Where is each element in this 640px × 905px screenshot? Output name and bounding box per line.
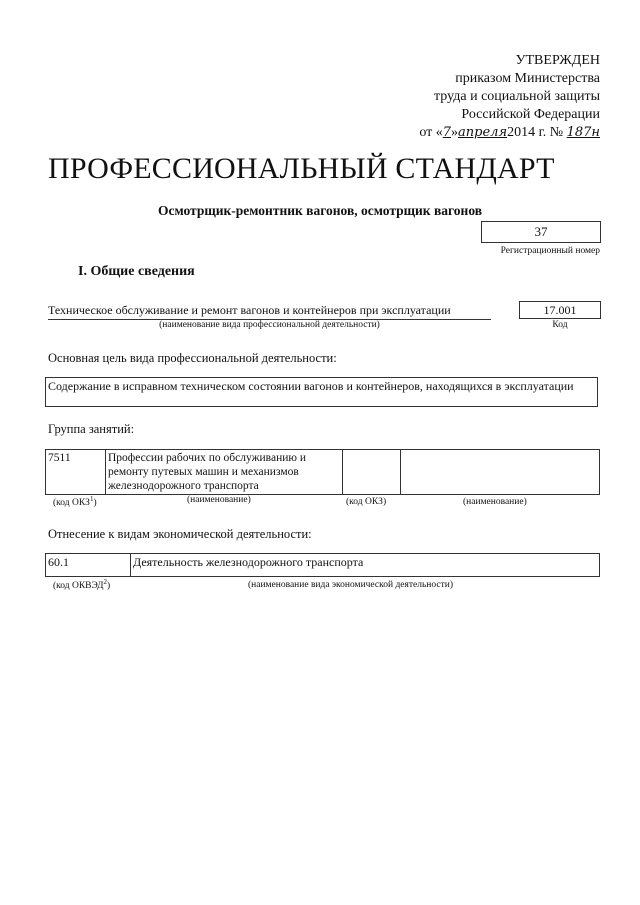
date-year: 2014 г. № [507, 125, 564, 140]
occupation-group-table [45, 449, 600, 495]
okved-code-label: (код ОКВЭД$^2$) [53, 578, 111, 592]
goal-box: Содержание в исправном техническом состоянии вагонов и контейнеров, находящихся в эксплуатации [45, 377, 598, 407]
approval-date-line [360, 124, 600, 142]
approval-block [360, 52, 600, 142]
date-day-close: » [451, 125, 459, 140]
date-day: 7 [442, 125, 452, 140]
goal-heading: Основная цель вида профессиональной деятельности: [48, 351, 337, 365]
approval-line-3: труда и социальной защиты [434, 89, 600, 104]
economic-activity-heading: Отнесение к видам экономической деятельности: [48, 527, 312, 541]
okz-name-cell: Профессии рабочих по обслуживанию и ремонту путевых машин и механизмов железнодорожного транспорта [106, 450, 343, 495]
registration-number-box: 37 [481, 221, 601, 243]
okz-name-label-2: (наименование) [463, 497, 527, 507]
table-row [46, 554, 600, 577]
activity-code-label: Код [552, 320, 568, 330]
okz-code-label: (код ОКЗ$^1$) [53, 495, 97, 509]
section-1-heading: I. Общие сведения [78, 264, 195, 279]
approval-line-2: приказом Министерства [455, 71, 600, 86]
okz-code-cell: 7511 [46, 450, 106, 495]
okved-table [45, 553, 600, 577]
date-month: апреля [458, 125, 508, 140]
okved-code-cell: 60.1 [46, 554, 131, 577]
okz-code-cell-2 [343, 450, 401, 495]
date-prefix: от « [419, 125, 443, 140]
approval-line-1: УТВЕРЖДЕН [515, 53, 600, 68]
activity-name: Техническое обслуживание и ремонт вагонов и контейнеров при эксплуатации [48, 303, 491, 320]
okved-name-label: (наименование вида экономической деятельности) [248, 580, 453, 590]
activity-code-box: 17.001 [519, 301, 601, 319]
approval-line-4: Российской Федерации [461, 107, 600, 122]
profession-name: Осмотрщик-ремонтник вагонов, осмотрщик вагонов [157, 203, 483, 218]
activity-name-label: (наименование вида профессиональной деятельности) [159, 320, 380, 330]
occupation-group-heading: Группа занятий: [48, 422, 135, 436]
okved-name-cell: Деятельность железнодорожного транспорта [131, 554, 600, 577]
okz-name-cell-2 [401, 450, 600, 495]
okz-name-label: (наименование) [187, 495, 251, 505]
registration-number-label: Регистрационный номер [500, 246, 600, 256]
table-row [46, 450, 600, 495]
order-number: 187н [566, 125, 600, 140]
document-title: ПРОФЕССИОНАЛЬНЫЙ СТАНДАРТ [48, 152, 555, 185]
okz-code-label-2: (код ОКЗ) [346, 497, 387, 507]
